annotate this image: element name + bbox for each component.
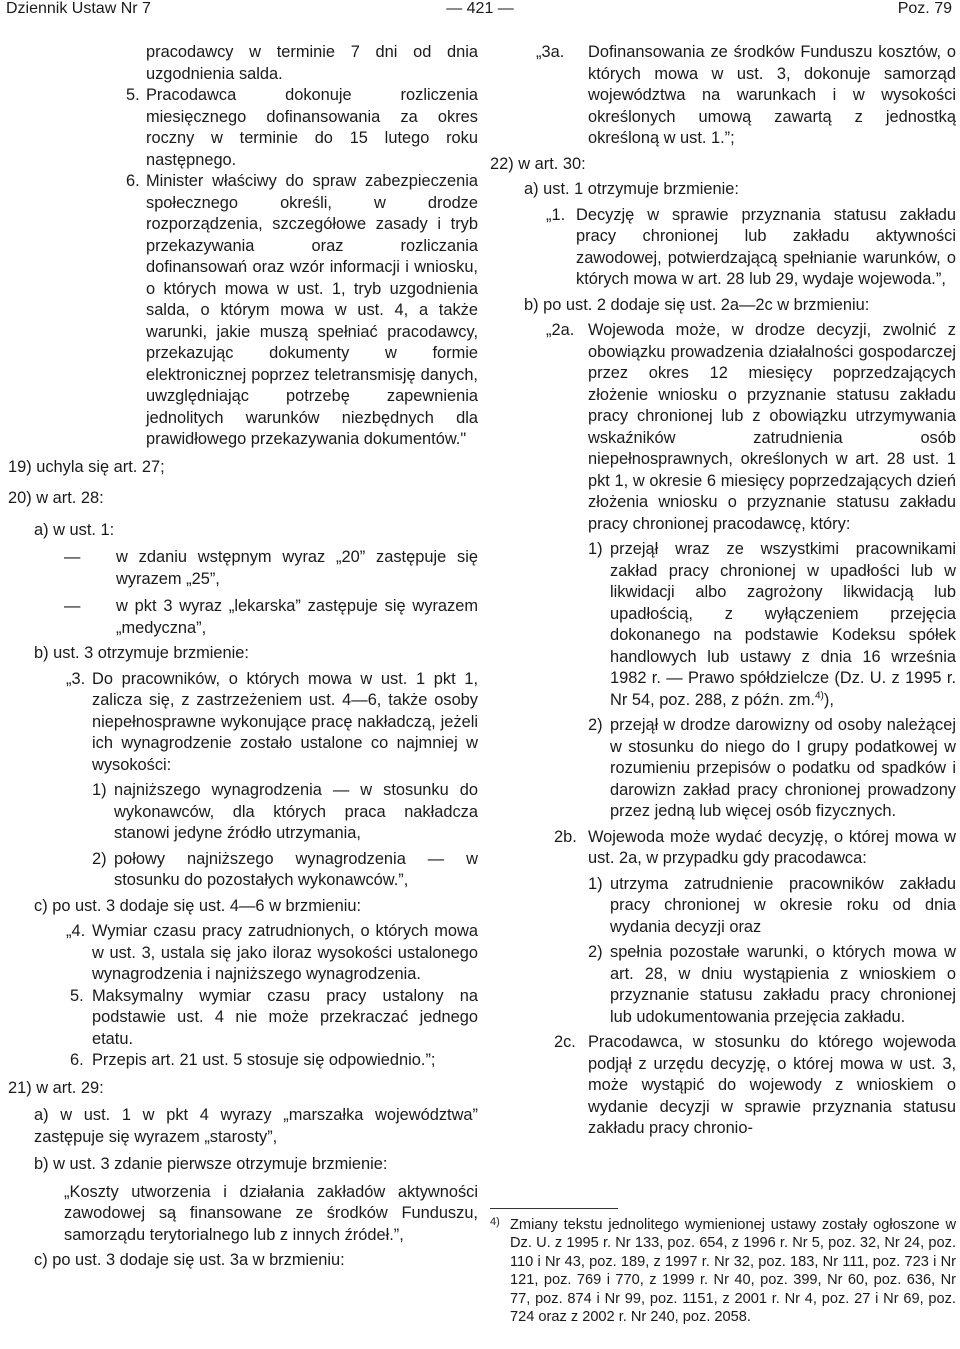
paragraph-text: Minister właściwy do spraw zabezpieczenia społecznego określi, w drodze rozporządzenia, szczegółowe zasady i tryb przekazywania oraz rozliczania dofinansowań oraz wzór informacji i wniosku, o których mowa w ust. 1, tryb uzgodnienia salda, o którym mowa w ust. 4, a także warunki, jakie muszą spełniać pracodawcy, przekazując dokumenty w formie elektronicznej poprzez teletransmisję danych, uwzględniając potrzebę zapewnienia jednolitych warunków niezbędnych dla prawidłowego przekazywania dokumentów.": [146, 172, 478, 448]
paragraph-continuation: pracodawcy w terminie 7 dni od dnia uzgodnienia salda.: [146, 43, 478, 83]
paragraph-text: Maksymalny wymiar czasu pracy ustalony na podstawie ust. 4 nie może przekraczać jednego etatu.: [92, 986, 478, 1048]
footnote-separator: [490, 1208, 618, 1209]
paragraph-number: „3a.: [536, 43, 565, 61]
item-20: 20) w art. 28:: [8, 489, 104, 507]
paragraph-text: Wojewoda może, w drodze decyzji, zwolnić z obowiązku prowadzenia działalności gospodarczej przez okres 12 miesięcy poprzedzających złożenie wniosku o przyznanie statusu zakładu pracy chronionej lub z obowiązku utrzymywania wskaźników zatrudnienia osób niepełnosprawnych, określonych w art. 28 ust. 1 pkt 1, w okresie 6 miesięcy poprzedzających dzień złożenia wniosku o przyznanie statusu zakładu pracy chronionej pracodawcę, który:: [588, 321, 956, 533]
paragraph-number: „4.: [66, 922, 86, 940]
point-text: spełnia pozostałe warunki, o których mowa w art. 28, w dniu wystąpienia z wnioskiem o przyznanie statusu zakładu pracy chronionej lub udokumentowania przejęcia zakładu.: [610, 943, 956, 1026]
quoted-paragraph-1: [490, 205, 956, 291]
page-number: — 421 —: [446, 0, 514, 17]
quoted-sentence: „Koszty utworzenia i działania zakładów aktywności zawodowej są finansowane ze środków Funduszu, samorządu terytorialnego lub z innych źródeł.”,: [64, 1182, 478, 1244]
item-21c: c) po ust. 3 dodaje się ust. 3a w brzmieniu:: [34, 1251, 345, 1269]
dash-item-2: [8, 596, 478, 639]
paragraph-text: Decyzję w sprawie przyznania statusu zakładu pracy chronionej lub zakładu aktywności zawodowej, potwierdzającą spełnianie warunków, o których mowa w art. 28 lub 29, wydaje wojewoda.”,: [576, 205, 956, 288]
quoted-point-2b: [490, 942, 956, 1028]
right-column: [490, 42, 956, 1140]
paragraph-number: 6.: [126, 172, 140, 190]
item-20c: c) po ust. 3 dodaje się ust. 4—6 w brzmieniu:: [34, 896, 362, 915]
position-number: Poz. 79: [897, 0, 952, 17]
point-number: 2): [588, 716, 603, 734]
paragraph-number: „1.: [546, 205, 566, 224]
quoted-paragraph-2a: [490, 320, 956, 535]
quoted-point-1b: [490, 874, 956, 939]
paragraph-number: 2c.: [554, 1033, 576, 1051]
item-22: 22) w art. 30:: [490, 154, 586, 173]
item-19: 19) uchyla się art. 27;: [8, 457, 165, 476]
point-text-end: ),: [823, 690, 834, 709]
paragraph-number: 2b.: [554, 827, 577, 846]
paragraph-5: [8, 85, 478, 171]
point-number: 1): [588, 874, 603, 893]
quoted-point-1: [8, 780, 478, 845]
footnote: [490, 1216, 956, 1326]
footnote-ref: 4): [814, 690, 824, 702]
point-text: połowy najniższego wynagrodzenia — w stosunku do pozostałych wykonawców.”,: [114, 849, 478, 889]
item-20a: a) w ust. 1:: [34, 520, 115, 539]
dash-text: w zdaniu wstępnym wyraz „20” zastępuje się wyrazem „25”,: [116, 548, 478, 588]
point-number: 2): [588, 943, 603, 961]
point-text: przejął w drodze darowizny od osoby należącej w stosunku do niego do I grupy podatkowej w rozumieniu przepisów o podatku od spadków i darowizn zakład pracy chronionej prowadzony przez jedną lub więcej osób fizycznych.: [610, 716, 956, 820]
footnote-area: [490, 1208, 956, 1326]
quoted-point-2: [490, 715, 956, 823]
paragraph-text: Dofinansowania ze środków Funduszu kosztów, o których mowa w ust. 3, dokonuje samorząd województwa na warunkach i w wysokości określonych umową zawartą z jednostką określoną w ust. 1.”;: [588, 43, 956, 147]
quoted-paragraph-2c: [490, 1032, 956, 1140]
footnote-number: 4): [490, 1216, 500, 1228]
paragraph-text: Pracodawca, w stosunku do którego wojewoda podjął z urzędu decyzję, o której mowa w ust. 3, może wystąpić do wojewody z wnioskiem o wydanie decyzji w sprawie przyznania statusu zakładu pracy chronio-: [588, 1033, 956, 1137]
point-text: utrzyma zatrudnienie pracowników zakładu pracy chronionej w okresie roku od dnia wydania decyzji oraz: [610, 874, 956, 936]
item-22b: b) po ust. 2 dodaje się ust. 2a—2c w brzmieniu:: [524, 295, 870, 314]
item-20b: b) ust. 3 otrzymuje brzmienie:: [34, 644, 249, 662]
dash-text: w pkt 3 wyraz „lekarska” zastępuje się wyrazem „medyczna”,: [116, 597, 478, 637]
page-header: [0, 0, 960, 22]
paragraph-text: Przepis art. 21 ust. 5 stosuje się odpowiednio.”;: [92, 1051, 436, 1069]
point-text: [610, 539, 956, 711]
item-21b: b) w ust. 3 zdanie pierwsze otrzymuje brzmienie:: [34, 1155, 388, 1173]
dash-mark: —: [64, 548, 81, 566]
point-number: 2): [92, 849, 107, 868]
paragraph-number: 5.: [70, 986, 84, 1005]
item-21: 21) w art. 29:: [8, 1078, 104, 1097]
dash-item-1: [8, 547, 478, 590]
footnote-text: Zmiany tekstu jednolitego wymienionej ustawy zostały ogłoszone w Dz. U. z 1995 r. Nr 133, poz. 654, z 1996 r. Nr 5, poz. 32, Nr 24, poz. 110 i Nr 43, poz. 189, z 1997 r. Nr 32, poz. 183, Nr 111, poz. 723 i Nr 121, poz. 769 i 770, z 1999 r. Nr 40, poz. 399, Nr 60, poz. 636, Nr 77, poz. 874 i Nr 99, poz. 1151, z 2001 r. Nr 4, poz. 27 i Nr 69, poz. 724 oraz z 2002 r. Nr 240, poz. 2058.: [510, 1217, 956, 1326]
left-column: [8, 42, 478, 1272]
quoted-paragraph-6: [8, 1050, 478, 1072]
quoted-point-2: [8, 849, 478, 892]
paragraph-number: 6.: [70, 1051, 84, 1069]
paragraph-text: Do pracowników, o których mowa w ust. 1 pkt 1, zalicza się, z zastrzeżeniem ust. 4—6, także osoby niepełnosprawne wykonujące pracę nakładczą, jeżeli ich wynagrodzenie zostało ustalone co najmniej w wysokości:: [92, 669, 478, 774]
quoted-paragraph-5: [8, 986, 478, 1051]
quoted-paragraph-4: [8, 921, 478, 986]
paragraph-number: „2a.: [546, 321, 575, 339]
quoted-paragraph-3: [8, 669, 478, 777]
quoted-paragraph-2b: [490, 827, 956, 870]
paragraph-text: Wojewoda może wydać decyzję, o której mowa w ust. 2a, w przypadku gdy pracodawca:: [588, 827, 956, 867]
point-number: 1): [588, 540, 603, 558]
paragraph-number: „3.: [66, 669, 86, 688]
paragraph-text: Pracodawca dokonuje rozliczenia miesięcznego dofinansowania za okres roczny w terminie do 15 lutego roku następnego.: [146, 86, 478, 169]
paragraph-6: [8, 171, 478, 451]
item-22a: a) ust. 1 otrzymuje brzmienie:: [524, 180, 739, 198]
item-21a: a) w ust. 1 w pkt 4 wyrazy „marszałka województwa” zastępuje się wyrazem „starosty”,: [34, 1106, 478, 1146]
point-number: 1): [92, 781, 107, 799]
quoted-point-1: [490, 539, 956, 711]
dash-mark: —: [64, 597, 81, 615]
point-text-main: przejął wraz ze wszystkimi pracownikami zakład pracy chronionej w upadłości lub w likwidacji albo zagrożony likwidacją lub upadłością, z wyłączeniem przejęcia dokonanego na podstawie Kodeksu spółek handlowych lub ustawy z dnia 16 września 1982 r. — Prawo spółdzielcze (Dz. U. z 1995 r. Nr 54, poz. 288, z późn. zm.: [610, 540, 956, 709]
paragraph-number: 5.: [126, 86, 140, 104]
point-text: najniższego wynagrodzenia — w stosunku do wykonawców, dla których praca nakładcza stanowi jedyne źródło utrzymania,: [114, 781, 478, 842]
quoted-paragraph-3a: [490, 42, 956, 150]
journal-title: Dziennik Ustaw Nr 7: [6, 0, 151, 17]
paragraph-text: Wymiar czasu pracy zatrudnionych, o których mowa w ust. 3, ustala się jako iloraz wysokości ustalonego wynagrodzenia i najniższego wynagrodzenia.: [92, 922, 478, 983]
